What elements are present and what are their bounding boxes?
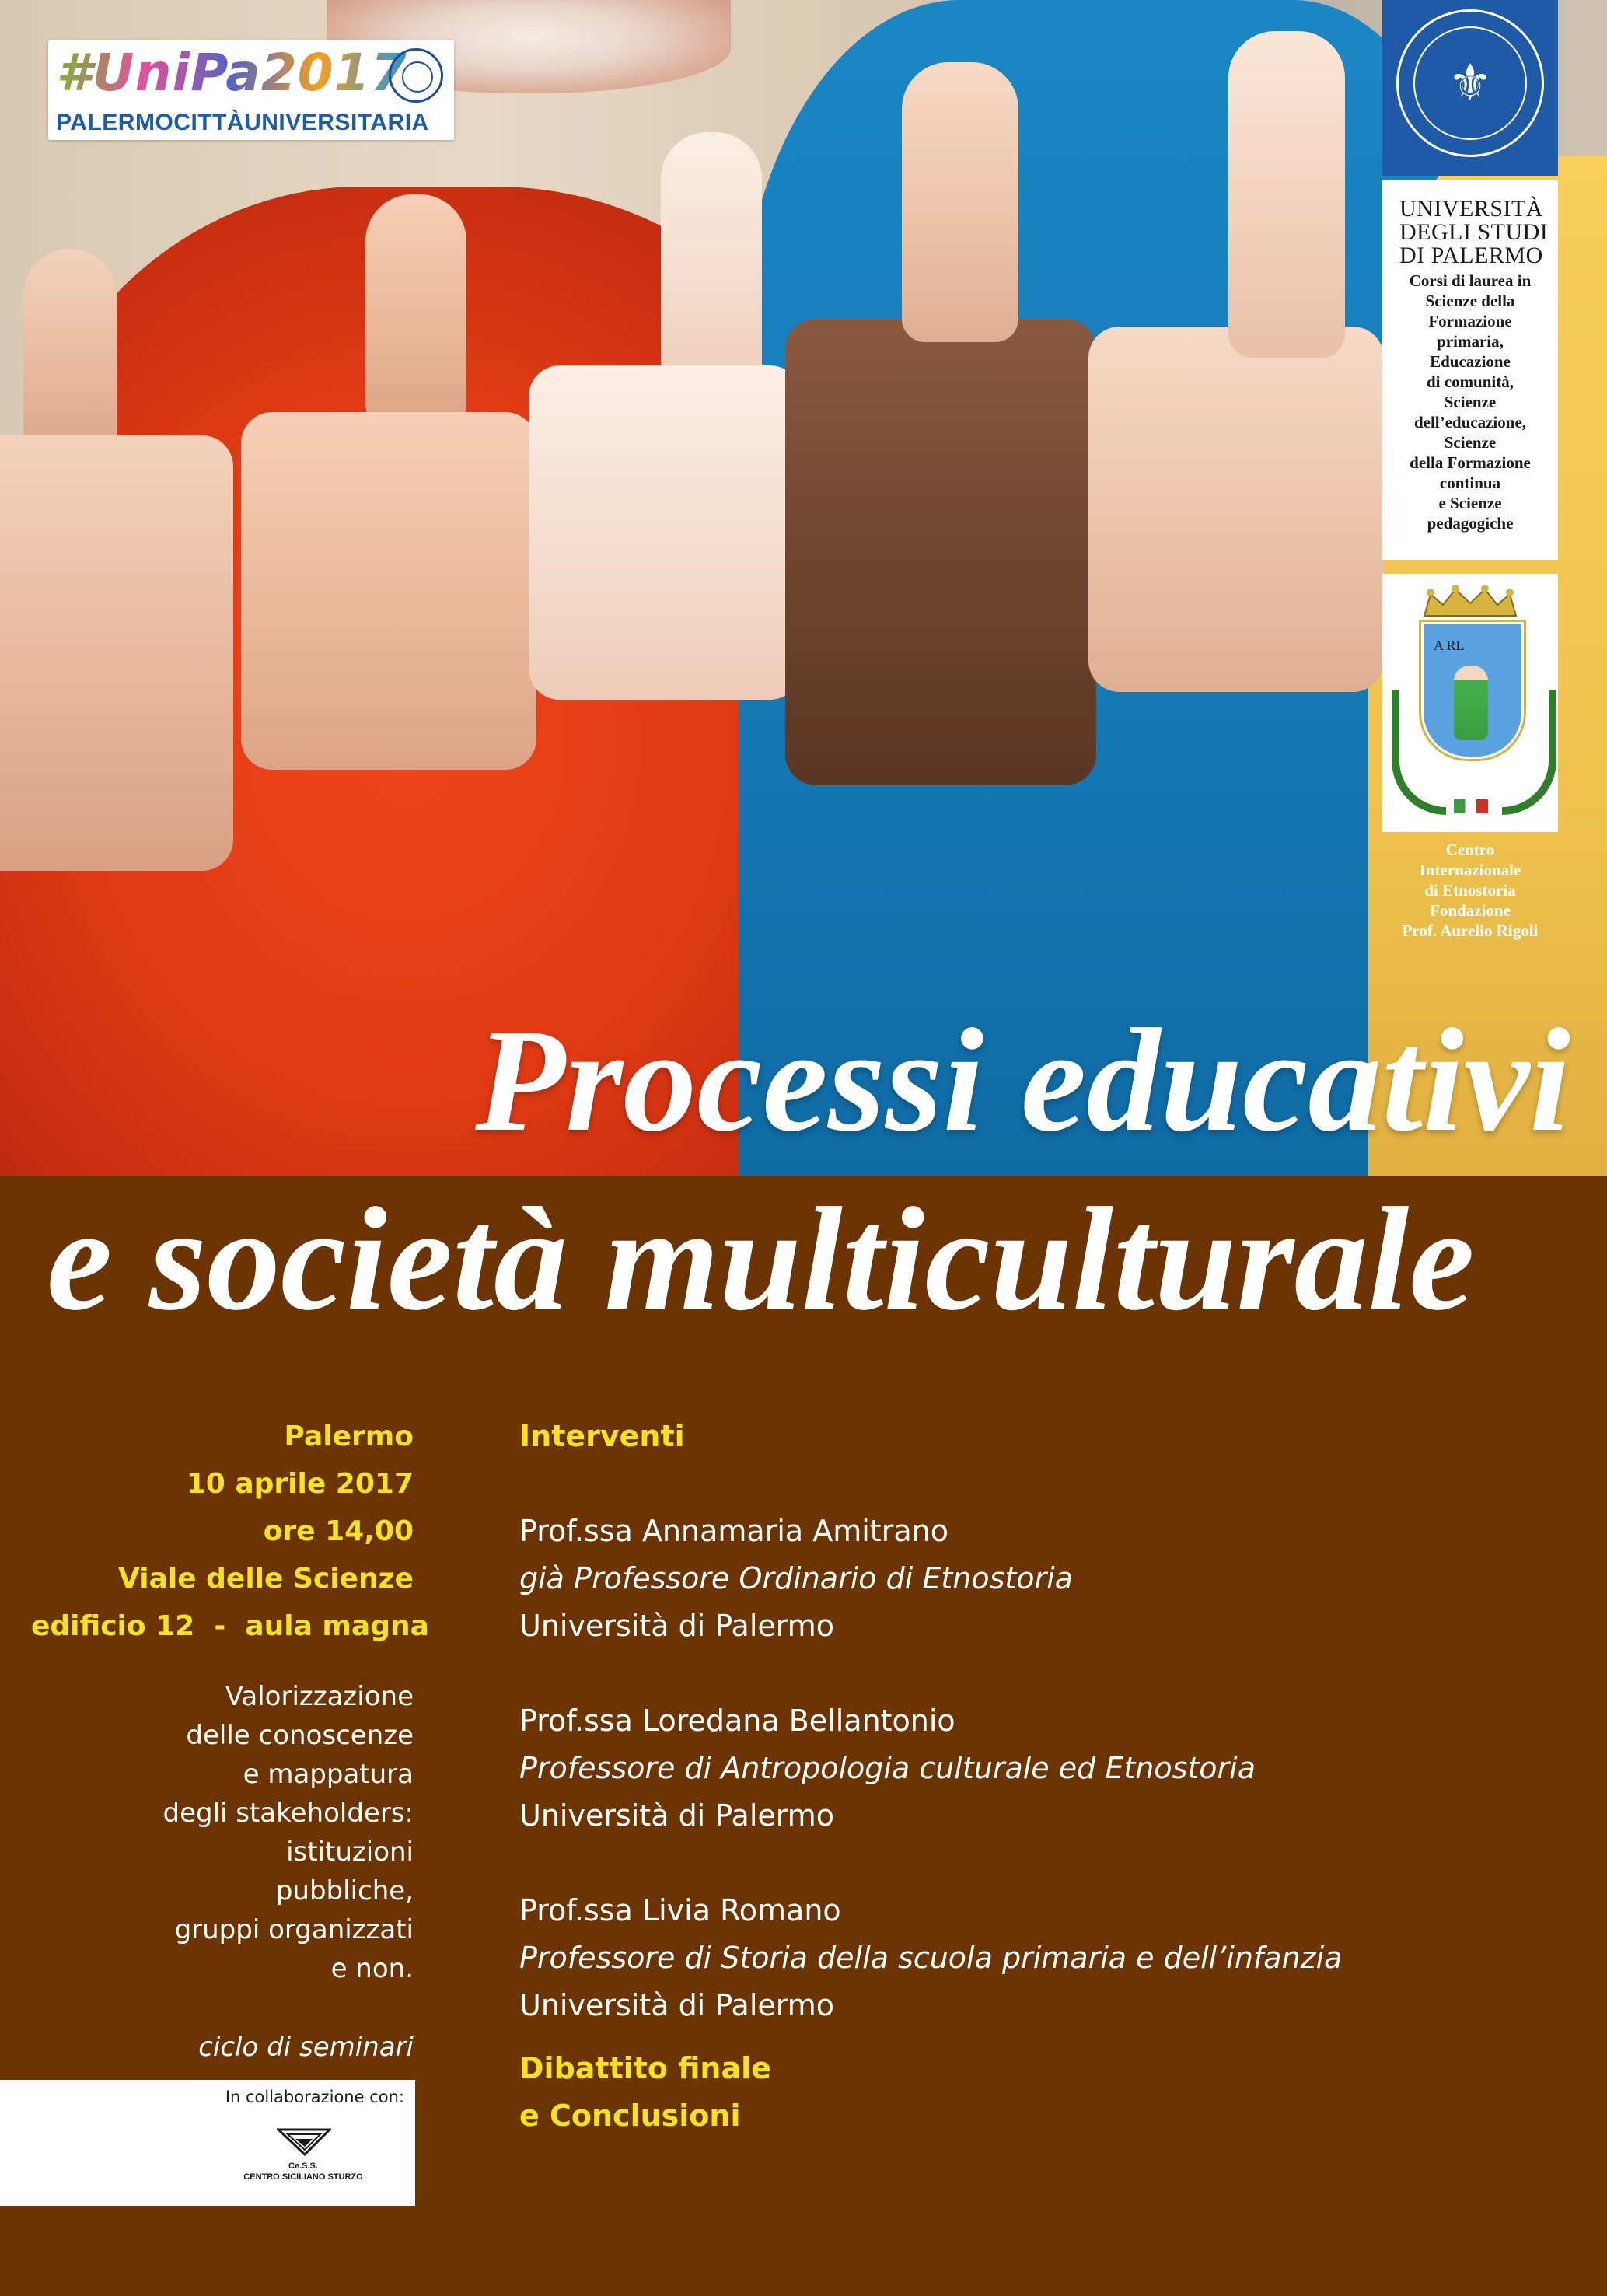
program [519,1413,1577,2140]
unipa2017-logo [48,40,454,140]
program-heading: Interventi [519,1419,685,1453]
fist-1 [0,435,233,871]
wreath-right-icon [1502,690,1556,815]
thumb-6 [1228,31,1345,358]
university-seal-small-icon [389,48,443,103]
cess-logo-icon [277,2127,331,2158]
event-street: Viale delle Scienze [118,1563,414,1595]
event-date: 10 aprile 2017 [186,1468,414,1500]
collaboration-label: In collaborazione con: [225,2088,404,2106]
university-seal-icon [1382,0,1558,176]
speaker-3-role: Professore di Storia della scuola primaria e dell’infanzia [519,1941,1343,1975]
centro-etnostoria-caption: Centro Internazionale di Etnostoria Fondazione Prof. Aurelio Rigoli [1402,840,1539,940]
degree-courses: Corsi di laurea in Scienze della Formazione primaria, Educazione di comunità, Scienze dell’educazione, Scienze della Formazione continua e Scienze pedagogiche [1409,271,1532,533]
university-name: UNIVERSITÀ DEGLI STUDI DI PALERMO [1399,196,1549,268]
title-line-2: e società multiculturale [47,1178,1475,1341]
speaker-3-affiliation: Università di Palermo [519,1988,834,2022]
speaker-1-name: Prof.ssa Annamaria Amitrano [519,1514,948,1548]
fist-2 [241,412,536,770]
etnostoria-crest [1382,574,1558,832]
collaboration-box [0,2080,415,2206]
speaker-3-name: Prof.ssa Livia Romano [519,1893,841,1927]
thumb-5 [902,62,1018,342]
palermo-citta-universitaria: PALERMOCITTÀUNIVERSITARIA [56,110,429,135]
title-line-1: Processi educativi [475,999,1570,1162]
cess-name: Ce.S.S. CENTRO SICILIANO STURZO [243,2161,363,2182]
crest-figure-icon [1454,666,1488,740]
wreath-left-icon [1392,690,1446,815]
university-box [1382,180,1558,560]
speaker-1-role: già Professore Ordinario di Etnostoria [519,1561,1074,1595]
speaker-1-affiliation: Università di Palermo [519,1609,834,1643]
thumb-3 [661,132,762,397]
fist-4 [785,319,1096,785]
event-time: ore 14,00 [263,1515,414,1547]
fist-3 [529,365,801,700]
closing-line-2: e Conclusioni [519,2099,741,2133]
event-city: Palermo [284,1421,414,1452]
speaker-2-role: Professore di Antropologia culturale ed Etnostoria [519,1751,1256,1785]
fist-5 [1088,327,1384,692]
tricolor-ribbon-icon [1454,799,1488,813]
crest-letters: A RL [1434,638,1465,653]
seal-figure-icon: ⚜ [1448,54,1493,112]
thumb-2 [365,194,466,428]
speaker-2-name: Prof.ssa Loredana Bellantonio [519,1704,955,1738]
seminar-series: ciclo di seminari [198,2032,414,2063]
closing-line-1: Dibattito finale [519,2051,771,2085]
event-description: Valorizzazione delle conoscenze e mappatura degli stakeholders: istituzioni pubbliche, gruppi organizzati e non. [162,1681,414,1984]
unipa-hashtag: #UniPa2017 [56,43,407,103]
event-details [31,1413,429,1650]
crown-icon [1421,585,1519,619]
speaker-2-affiliation: Università di Palermo [519,1798,834,1833]
event-room: edificio 12 - aula magna [31,1610,429,1642]
